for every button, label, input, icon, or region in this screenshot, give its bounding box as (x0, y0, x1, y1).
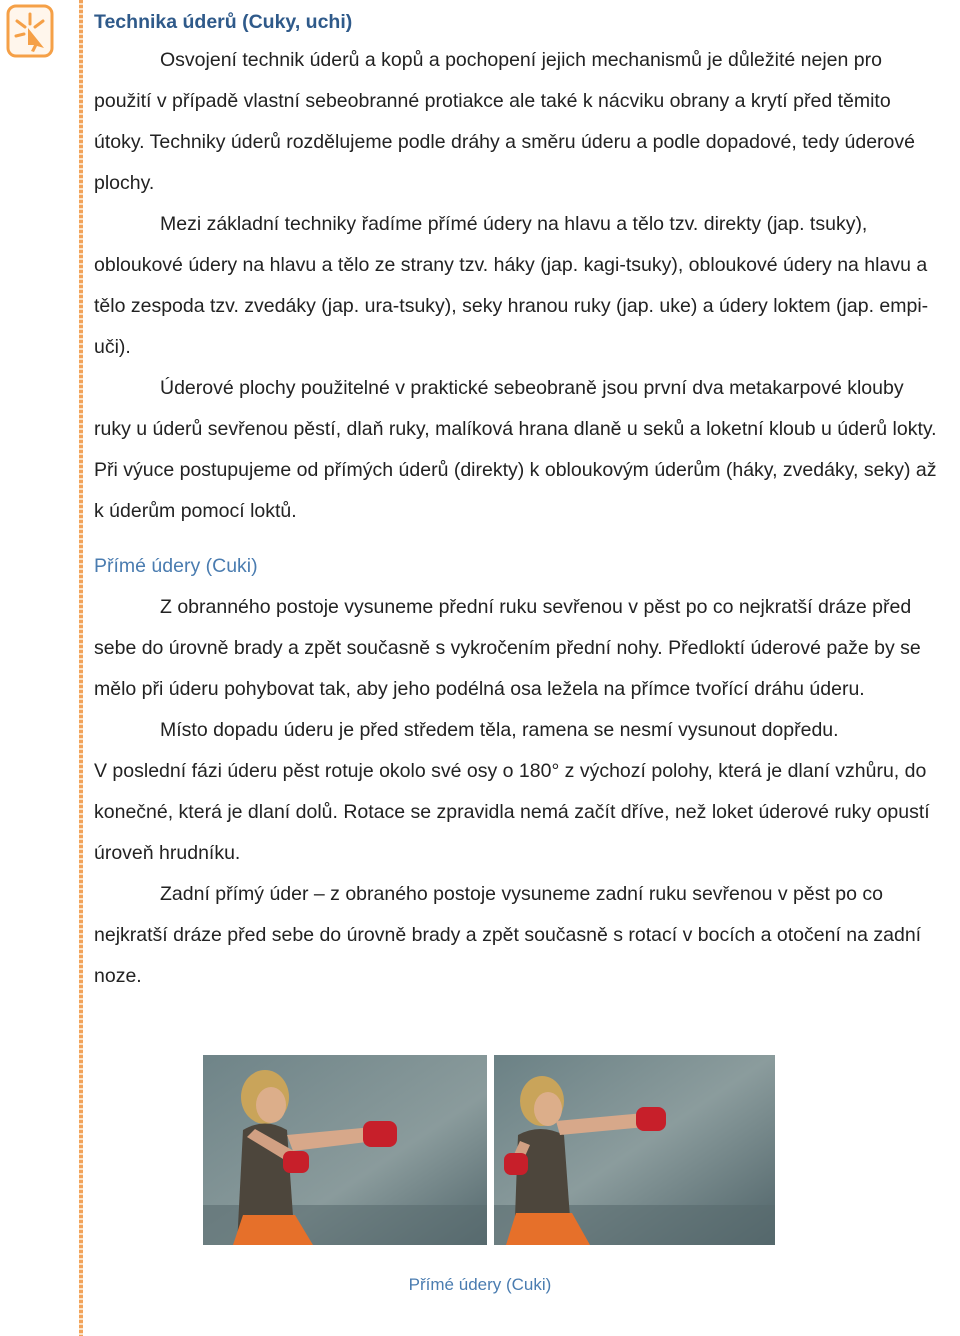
boxer-straight-punch-photo (494, 1055, 775, 1245)
section-heading: Technika úderů (Cuky, uchi) (94, 11, 353, 33)
figure (203, 1055, 775, 1245)
section-heading: Přímé údery (Cuki) (94, 555, 258, 577)
paragraph: Mezi základní techniky řadíme přímé údery na hlavu a tělo tzv. direkty (jap. tsuky), obloukové údery na hlavu a tělo ze strany tzv. háky (jap. kagi-tsuky), obloukové údery na hlavu a tělo zespoda tzv. zvedáky (jap. ura-tsuky), seky hranou ruky (jap. uke) a údery loktem (jap. empi-uči). (94, 213, 929, 358)
star-logo-icon (6, 4, 54, 58)
paragraph: V poslední fázi úderu pěst rotuje okolo své osy o 180° z výchozí polohy, která je dlaní vzhůru, do konečné, která je dlaní dolů. Rotace se zpravidla nemá začít dříve, než loket úderové ruky opustí úroveň hrudníku. (94, 760, 930, 864)
paragraph: Úderové plochy použitelné v praktické sebeobraně jsou první dva metakarpové klouby ruky u úderů sevřenou pěstí, dlaň ruky, malíková hrana dlaně u seků a loketní kloub u úderů lokty. Při výuce postupujeme od přímých úderů (direkty) k obloukovým úderům (háky, zvedáky, seky) až k úderům pomocí loktů. (94, 377, 937, 522)
figure-caption: Přímé údery (Cuki) (408, 1275, 552, 1294)
paragraph: Zadní přímý úder – z obraného postoje vysuneme zadní ruku sevřenou v pěst po co nejkratší dráze před sebe do úrovně brady a zpět současně s rotací v bocích a otočení na zadní noze. (94, 883, 922, 987)
paragraph: Z obranného postoje vysuneme přední ruku sevřenou v pěst po co nejkratší dráze před sebe do úrovně brady a zpět současně s vykročením přední nohy. Předloktí úderové paže by se mělo při úderu pohybovat tak, aby jeho podélná osa ležela na přímce tvořící dráhu úderu. (94, 596, 921, 700)
margin-rule (79, 0, 83, 1336)
paragraph: Osvojení technik úderů a kopů a pochopení jejich mechanismů je důležité nejen pro použití v případě vlastní sebeobranné protiakce ale také k nácviku obrany a krytí před těmito útoky. Techniky úderů rozdělujeme podle dráhy a směru úderu a podle dopadové, tedy úderové plochy. (94, 49, 915, 194)
document-body (94, 0, 944, 997)
boxer-guard-photo (203, 1055, 487, 1245)
paragraph: Místo dopadu úderu je před středem těla, ramena se nesmí vysunout dopředu. (160, 719, 839, 741)
